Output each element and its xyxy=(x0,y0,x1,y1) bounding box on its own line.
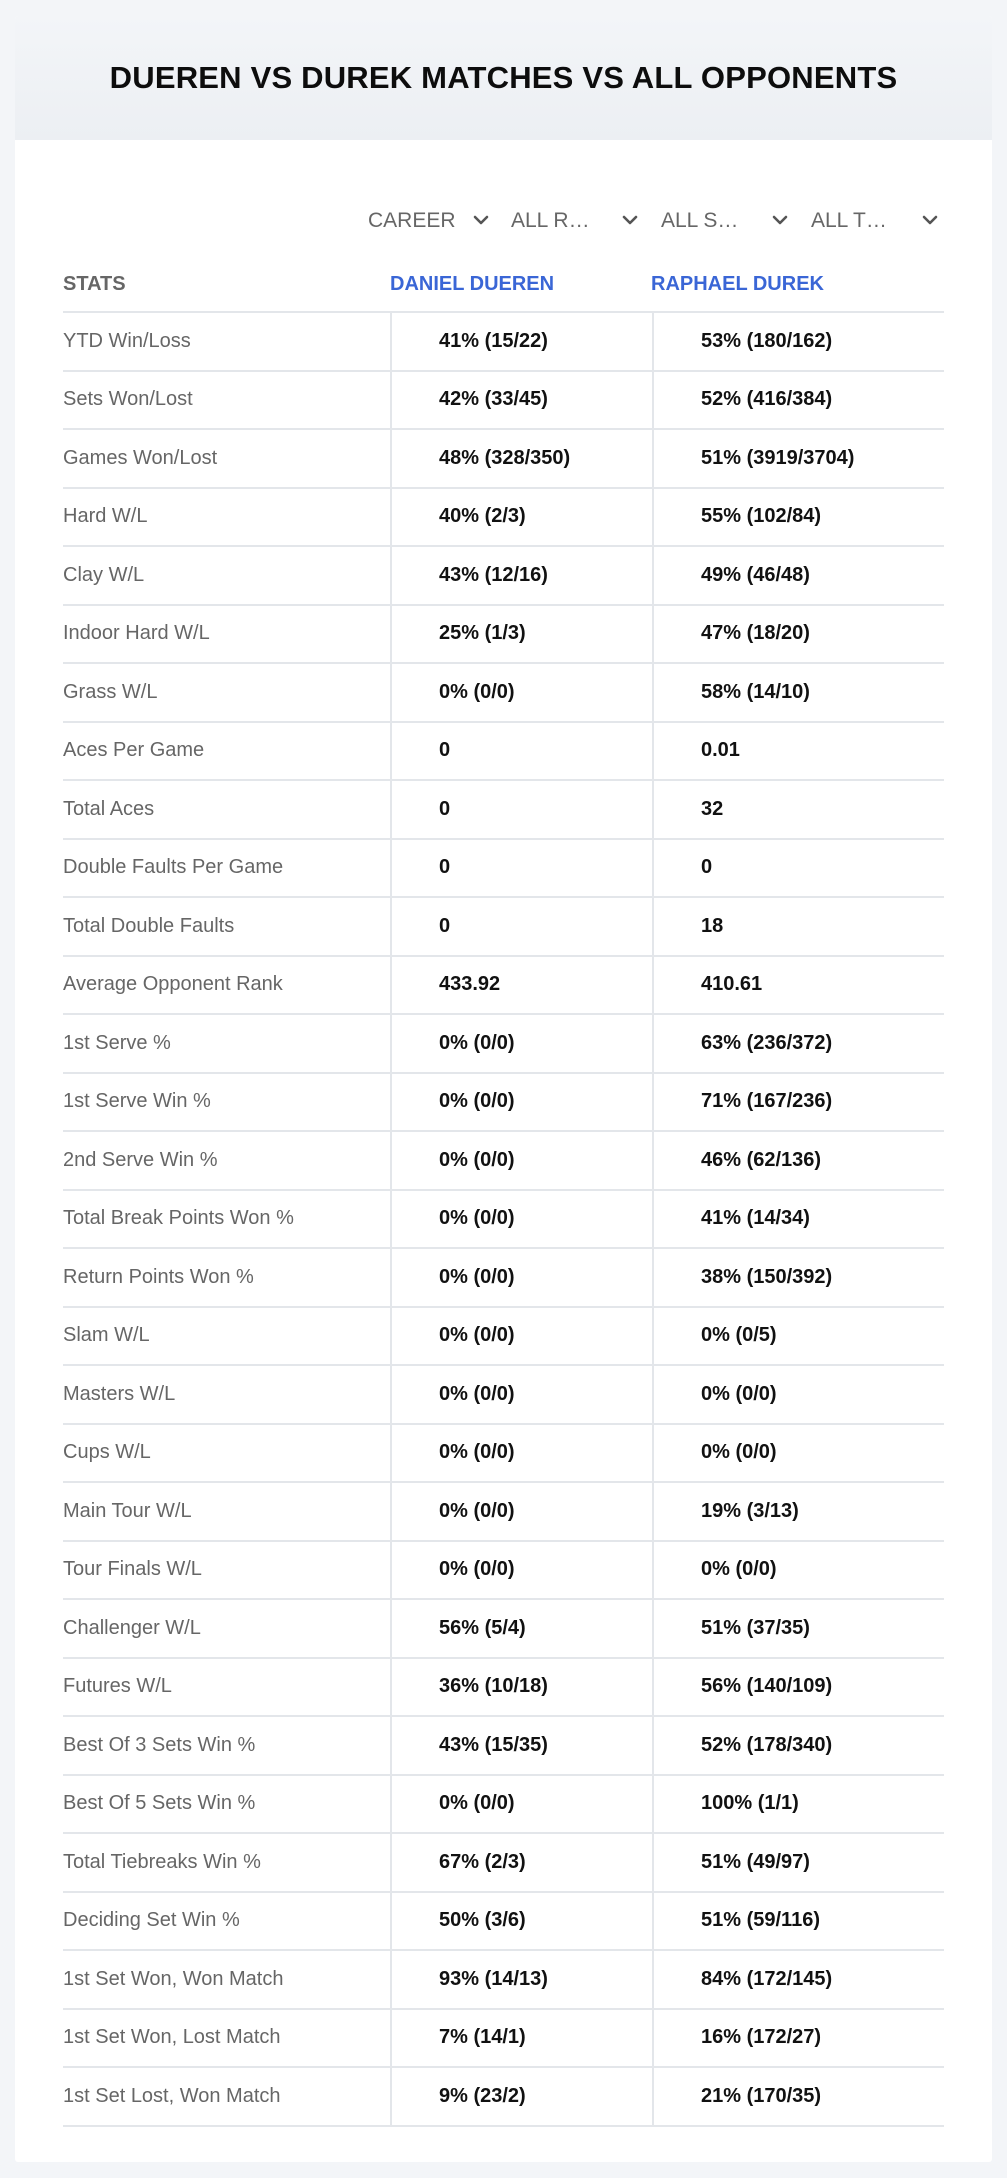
player1-value: 9% (23/2) xyxy=(390,2068,652,2125)
stat-label: Double Faults Per Game xyxy=(63,856,284,879)
table-row xyxy=(63,313,944,372)
stat-label: 1st Set Won, Lost Match xyxy=(63,2026,281,2049)
player2-link[interactable]: RAPHAEL DUREK xyxy=(651,273,824,295)
player1-value: 0% (0/0) xyxy=(390,1191,652,1248)
player1-value: 0% (0/0) xyxy=(390,1074,652,1131)
player2-value: 0% (0/5) xyxy=(652,1308,944,1365)
player2-value: 56% (140/109) xyxy=(652,1659,944,1716)
table-row xyxy=(63,957,944,1016)
table-row xyxy=(63,664,944,723)
player2-value: 41% (14/34) xyxy=(652,1191,944,1248)
player1-value: 40% (2/3) xyxy=(390,489,652,546)
player2-value: 32 xyxy=(652,781,944,838)
chevron-down-icon xyxy=(771,211,789,229)
stat-label: Average Opponent Rank xyxy=(63,973,283,996)
table-row xyxy=(63,606,944,665)
period-select[interactable] xyxy=(368,191,490,251)
player2-value: 46% (62/136) xyxy=(652,1132,944,1189)
stat-label: YTD Win/Loss xyxy=(63,329,191,352)
player2-value: 410.61 xyxy=(652,957,944,1014)
stat-label: 1st Set Lost, Won Match xyxy=(63,2084,281,2107)
rank-select-value: ALL R… xyxy=(511,209,590,232)
player1-value: 36% (10/18) xyxy=(390,1659,652,1716)
stat-label: Hard W/L xyxy=(63,505,148,528)
player2-value: 38% (150/392) xyxy=(652,1249,944,1306)
stat-label: Games Won/Lost xyxy=(63,446,218,469)
surface-select[interactable] xyxy=(661,191,789,251)
stats-card xyxy=(15,16,992,2162)
stat-label: 2nd Serve Win % xyxy=(63,1148,218,1171)
table-row xyxy=(63,723,944,782)
player2-value: 0 xyxy=(652,840,944,897)
table-row xyxy=(63,1834,944,1893)
player2-value: 52% (178/340) xyxy=(652,1717,944,1774)
table-row xyxy=(63,1600,944,1659)
table-row xyxy=(63,1074,944,1133)
table-row xyxy=(63,1425,944,1484)
player1-value: 0 xyxy=(390,898,652,955)
player1-value: 42% (33/45) xyxy=(390,372,652,429)
stat-label: Best Of 3 Sets Win % xyxy=(63,1733,256,1756)
stat-label: Futures W/L xyxy=(63,1675,172,1698)
player2-value: 0% (0/0) xyxy=(652,1425,944,1482)
table-row xyxy=(63,1951,944,2010)
player2-value: 21% (170/35) xyxy=(652,2068,944,2125)
chevron-down-icon xyxy=(472,211,490,229)
player2-value: 49% (46/48) xyxy=(652,547,944,604)
chevron-down-icon xyxy=(621,211,639,229)
tour-select[interactable] xyxy=(811,191,939,251)
player2-value: 0% (0/0) xyxy=(652,1542,944,1599)
player1-value: 56% (5/4) xyxy=(390,1600,652,1657)
player1-link[interactable]: DANIEL DUEREN xyxy=(390,273,555,295)
player2-value: 18 xyxy=(652,898,944,955)
player1-value: 67% (2/3) xyxy=(390,1834,652,1891)
player2-value: 47% (18/20) xyxy=(652,606,944,663)
player1-value: 0% (0/0) xyxy=(390,1015,652,1072)
player2-value: 16% (172/27) xyxy=(652,2010,944,2067)
player1-value: 0 xyxy=(390,781,652,838)
stat-label: Total Aces xyxy=(63,797,155,820)
stat-label: Total Tiebreaks Win % xyxy=(63,1850,261,1873)
player2-value: 63% (236/372) xyxy=(652,1015,944,1072)
stat-label: Clay W/L xyxy=(63,563,145,586)
player1-value: 48% (328/350) xyxy=(390,430,652,487)
stat-label: Total Break Points Won % xyxy=(63,1207,294,1230)
tour-select-value: ALL T… xyxy=(811,209,887,232)
player2-value: 51% (59/116) xyxy=(652,1893,944,1950)
table-row xyxy=(63,1308,944,1367)
player1-value: 7% (14/1) xyxy=(390,2010,652,2067)
player2-value: 51% (49/97) xyxy=(652,1834,944,1891)
player1-value: 0% (0/0) xyxy=(390,1542,652,1599)
table-row xyxy=(63,1191,944,1250)
stat-label: 1st Serve Win % xyxy=(63,1090,211,1113)
period-select-value: CAREER xyxy=(368,209,456,232)
stat-label: Grass W/L xyxy=(63,680,158,703)
table-row xyxy=(63,1483,944,1542)
player2-value: 51% (37/35) xyxy=(652,1600,944,1657)
table-row xyxy=(63,1015,944,1074)
player2-value: 100% (1/1) xyxy=(652,1776,944,1833)
stat-label: Indoor Hard W/L xyxy=(63,622,210,645)
filter-bar xyxy=(15,191,992,251)
stat-label: Return Points Won % xyxy=(63,1265,254,1288)
player1-value: 43% (15/35) xyxy=(390,1717,652,1774)
table-row xyxy=(63,1659,944,1718)
page-header xyxy=(15,16,992,140)
player1-value: 433.92 xyxy=(390,957,652,1014)
player1-value: 25% (1/3) xyxy=(390,606,652,663)
table-row xyxy=(63,898,944,957)
player2-value: 58% (14/10) xyxy=(652,664,944,721)
player2-value: 51% (3919/3704) xyxy=(652,430,944,487)
table-row xyxy=(63,781,944,840)
stat-label: Cups W/L xyxy=(63,1441,151,1464)
player2-value: 19% (3/13) xyxy=(652,1483,944,1540)
stat-label: Masters W/L xyxy=(63,1382,176,1405)
stat-label: Slam W/L xyxy=(63,1324,150,1347)
table-row xyxy=(63,1249,944,1308)
player2-value: 71% (167/236) xyxy=(652,1074,944,1131)
player1-value: 93% (14/13) xyxy=(390,1951,652,2008)
player2-value: 55% (102/84) xyxy=(652,489,944,546)
table-row xyxy=(63,1717,944,1776)
table-row xyxy=(63,1776,944,1835)
player1-value: 0% (0/0) xyxy=(390,1308,652,1365)
stats-table xyxy=(63,311,944,2127)
player2-value: 0% (0/0) xyxy=(652,1366,944,1423)
player1-value: 0% (0/0) xyxy=(390,1425,652,1482)
table-row xyxy=(63,2068,944,2127)
table-row xyxy=(63,430,944,489)
stat-label: Challenger W/L xyxy=(63,1616,201,1639)
player1-value: 0% (0/0) xyxy=(390,664,652,721)
player1-value: 0% (0/0) xyxy=(390,1249,652,1306)
player1-value: 0 xyxy=(390,840,652,897)
player2-value: 0.01 xyxy=(652,723,944,780)
stat-label: Aces Per Game xyxy=(63,739,205,762)
player1-value: 43% (12/16) xyxy=(390,547,652,604)
table-row xyxy=(63,1542,944,1601)
stats-column-header: STATS xyxy=(63,273,126,295)
player2-value: 52% (416/384) xyxy=(652,372,944,429)
player1-value: 0% (0/0) xyxy=(390,1366,652,1423)
table-row xyxy=(63,1132,944,1191)
player1-value: 0% (0/0) xyxy=(390,1483,652,1540)
stat-label: Deciding Set Win % xyxy=(63,1909,240,1932)
player1-value: 0% (0/0) xyxy=(390,1132,652,1189)
player1-value: 0% (0/0) xyxy=(390,1776,652,1833)
player1-value: 50% (3/6) xyxy=(390,1893,652,1950)
player1-value: 41% (15/22) xyxy=(390,313,652,370)
stat-label: Sets Won/Lost xyxy=(63,388,193,411)
table-row xyxy=(63,2010,944,2069)
rank-select[interactable] xyxy=(511,191,639,251)
table-row xyxy=(63,489,944,548)
table-row xyxy=(63,547,944,606)
table-row xyxy=(63,1366,944,1425)
stat-label: 1st Serve % xyxy=(63,1031,171,1054)
page-title: DUEREN VS DUREK MATCHES VS ALL OPPONENTS xyxy=(109,60,898,95)
player2-value: 53% (180/162) xyxy=(652,313,944,370)
player1-value: 0 xyxy=(390,723,652,780)
table-row xyxy=(63,1893,944,1952)
player2-value: 84% (172/145) xyxy=(652,1951,944,2008)
surface-select-value: ALL S… xyxy=(661,209,739,232)
stat-label: Best Of 5 Sets Win % xyxy=(63,1792,256,1815)
table-row xyxy=(63,372,944,431)
table-row xyxy=(63,840,944,899)
stat-label: 1st Set Won, Won Match xyxy=(63,1967,284,1990)
stat-label: Main Tour W/L xyxy=(63,1499,192,1522)
chevron-down-icon xyxy=(921,211,939,229)
stat-label: Total Double Faults xyxy=(63,914,235,937)
stat-label: Tour Finals W/L xyxy=(63,1558,202,1581)
